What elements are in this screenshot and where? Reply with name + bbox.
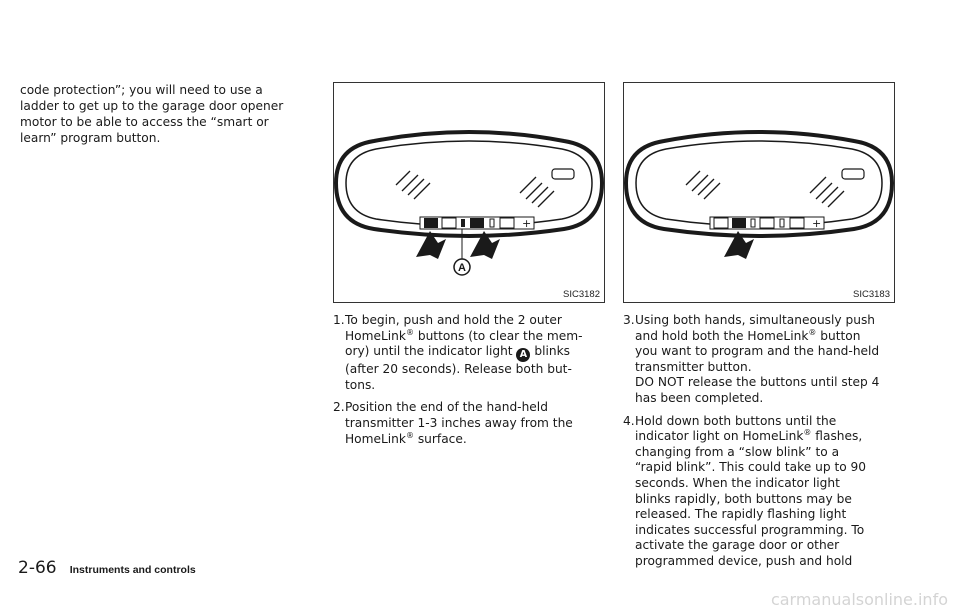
aux-button-2 bbox=[500, 218, 514, 228]
intro-line: learn” program button. bbox=[20, 131, 161, 145]
watermark: carmanualsonline.info bbox=[770, 590, 948, 609]
step-item bbox=[623, 414, 899, 570]
step-line: DO NOT release the buttons until step 4 bbox=[635, 375, 880, 390]
step-line: blinks rapidly, both buttons may be bbox=[635, 491, 852, 506]
step-line: tons. bbox=[345, 377, 376, 392]
homelink-button-1 bbox=[424, 218, 438, 228]
step-number: 4. bbox=[623, 413, 635, 428]
homelink-button-1 bbox=[714, 218, 728, 228]
steps-column-2 bbox=[333, 313, 609, 454]
intro-line: code protection”; you will need to use a bbox=[20, 83, 263, 97]
intro-paragraph bbox=[20, 82, 318, 146]
figure-code: SIC3183 bbox=[853, 289, 890, 300]
step-number: 2. bbox=[333, 400, 345, 415]
step-line: Using both hands, simultaneously push bbox=[635, 313, 876, 327]
plus-button: + bbox=[522, 217, 532, 230]
page-number: 2-66 bbox=[18, 558, 57, 578]
step-line: HomeLink® surface. bbox=[345, 430, 467, 446]
step-line: ory) until the indicator light A blinks bbox=[345, 344, 570, 361]
intro-line: motor to be able to access the “smart or bbox=[20, 115, 269, 129]
step-number: 3. bbox=[623, 313, 635, 327]
step-line: indicator light on HomeLink® flashes, bbox=[635, 428, 863, 444]
step-line: To begin, push and hold the 2 outer bbox=[345, 313, 562, 327]
step-line: transmitter 1-3 inches away from the bbox=[345, 415, 573, 430]
figure-code: SIC3182 bbox=[563, 289, 600, 300]
figure-mirror-two-buttons bbox=[333, 82, 605, 303]
step-line: transmitter button. bbox=[635, 359, 752, 374]
step-line: released. The rapidly flashing light bbox=[635, 507, 847, 522]
step-line: programmed device, push and hold bbox=[635, 553, 853, 568]
step-line: seconds. When the indicator light bbox=[635, 475, 840, 490]
homelink-button-3 bbox=[760, 218, 774, 228]
intro-line: ladder to get up to the garage door opener bbox=[20, 99, 284, 113]
step-line: changing from a “slow blink” to a bbox=[635, 444, 840, 459]
figure-mirror-one-button bbox=[623, 82, 895, 303]
homelink-button-3 bbox=[470, 218, 484, 228]
aux-button-2 bbox=[790, 218, 804, 228]
step-item bbox=[623, 313, 899, 407]
section-title: Instruments and controls bbox=[69, 564, 196, 576]
steps-column-3 bbox=[623, 313, 899, 577]
plus-button: + bbox=[812, 217, 822, 230]
step-line: Hold down both buttons until the bbox=[635, 413, 837, 428]
rearview-mirror-homelink-icon bbox=[334, 83, 604, 302]
step-number: 1. bbox=[333, 313, 345, 327]
step-line: Position the end of the hand-held bbox=[345, 400, 548, 415]
page-footer bbox=[18, 558, 196, 578]
step-line: “rapid blink”. This could take up to 90 bbox=[635, 460, 867, 475]
step-item bbox=[333, 313, 609, 393]
homelink-indicator bbox=[461, 219, 465, 227]
homelink-button-2 bbox=[732, 218, 746, 228]
homelink-button-2 bbox=[442, 218, 456, 228]
callout-a-label: A bbox=[458, 262, 466, 274]
step-line: HomeLink® buttons (to clear the mem- bbox=[345, 327, 583, 343]
step-line: has been completed. bbox=[635, 390, 764, 405]
step-item bbox=[333, 400, 609, 447]
indicator-a-badge: A bbox=[516, 348, 530, 362]
step-line: activate the garage door or other bbox=[635, 538, 840, 553]
step-line: you want to program and the hand-held bbox=[635, 344, 880, 359]
step-line: indicates successful programming. To bbox=[635, 522, 865, 537]
rearview-mirror-homelink-icon bbox=[624, 83, 894, 302]
step-line: and hold both the HomeLink® button bbox=[635, 327, 861, 343]
step-line: (after 20 seconds). Release both but- bbox=[345, 362, 572, 377]
